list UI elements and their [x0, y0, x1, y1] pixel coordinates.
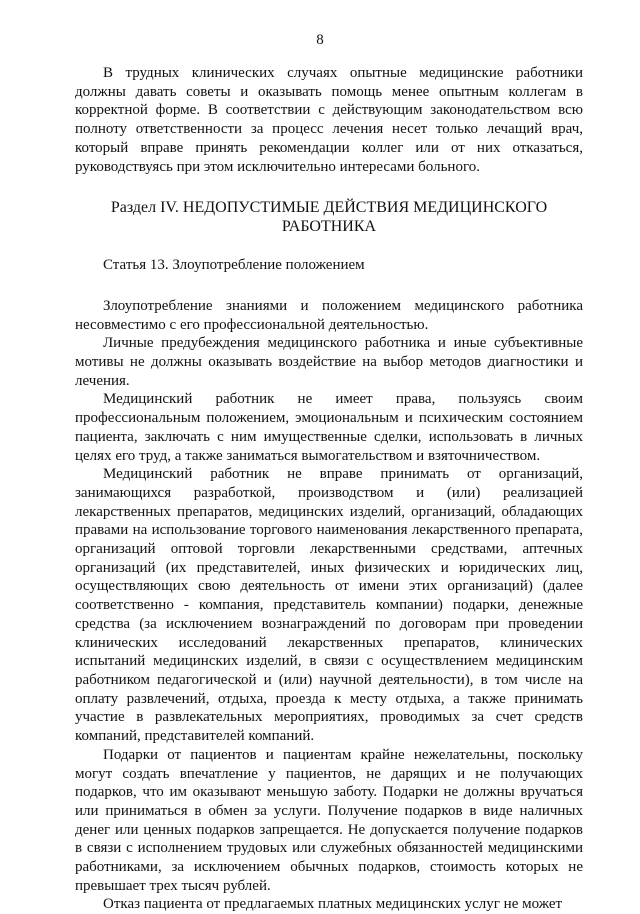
article-paragraph-4: Медицинский работник не вправе принимать от организаций, занимающихся разработкой, производством и (или) реализацией лекарственных препаратов, медицинских изделий, организаций, обладающих правами на использование торгового наименования лекарственного препарата, организаций оптовой торговли лекарственными средствами, аптечных организаций (их представителей, иных физических и юридических лиц, осуществляющих свою деятельность от имени этих организаций) (далее соответственно - компания, представитель компании) подарки, денежные средства (за исключением вознаграждений по договорам при проведении клинических исследований лекарственных препаратов, клинических испытаний медицинских изделий, в связи с осуществлением медицинским работником педагогической и (или) научной деятельности), в том числе на оплату развлечений, отдыха, проезда к месту отдыха, а также принимать участие в развлекательных мероприятиях, проводимых за счет средств компаний, представителей компаний. [75, 466, 583, 745]
page-content [75, 64, 583, 914]
section-title-line-1: Раздел IV. НЕДОПУСТИМЫЕ ДЕЙСТВИЯ МЕДИЦИНСКОГО [110, 199, 548, 217]
section-title-line-2: РАБОТНИКА [281, 218, 377, 236]
article-paragraph-3: Медицинский работник не имеет права, пользуясь своим профессиональным положением, эмоциональным и психическим состоянием пациента, заключать с ним имущественные сделки, использовать в личных целях его труд, а также заниматься вымогательством и взяточничеством. [75, 391, 583, 464]
spacer [75, 275, 583, 297]
article-title: Статья 13. Злоупотребление положением [103, 257, 365, 274]
section-title [75, 198, 583, 236]
article-paragraph-1: Злоупотребление знаниями и положением медицинского работника несовместимо с его профессиональной деятельностью. [75, 297, 583, 333]
article-paragraph-2: Личные предубеждения медицинского работника и иные субъективные мотивы не должны оказывать воздействие на выбор методов диагностики и лечения. [75, 335, 583, 389]
article-paragraph-5: Подарки от пациентов и пациентам крайне нежелательны, поскольку могут создать впечатление у пациентов, не дарящих и не получающих подарков, что им оказывают меньшую заботу. Подарки не должны вручаться или приниматься в обмен за услуги. Получение подарков в виде наличных денег или ценных подарков запрещается. Не допускается получение подарков в связи с исполнением трудовых или служебных обязанностей медицинскими работниками, за исключением обычных подарков, стоимость которых не превышает трех тысяч рублей. [75, 746, 583, 894]
intro-paragraph: В трудных клинических случаях опытные медицинские работники должны давать советы и оказывать помощь менее опытным коллегам в корректной форме. В соответствии с действующим законодательством всю полноту ответственности за процесс лечения несет только лечащий врач, который вправе принять рекомендации коллег или от них отказаться, руководствуясь при этом исключительно интересами больного. [75, 65, 583, 175]
page-number: 8 [316, 32, 324, 48]
article-paragraph-6: Отказ пациента от предлагаемых платных медицинских услуг не может [103, 896, 563, 913]
